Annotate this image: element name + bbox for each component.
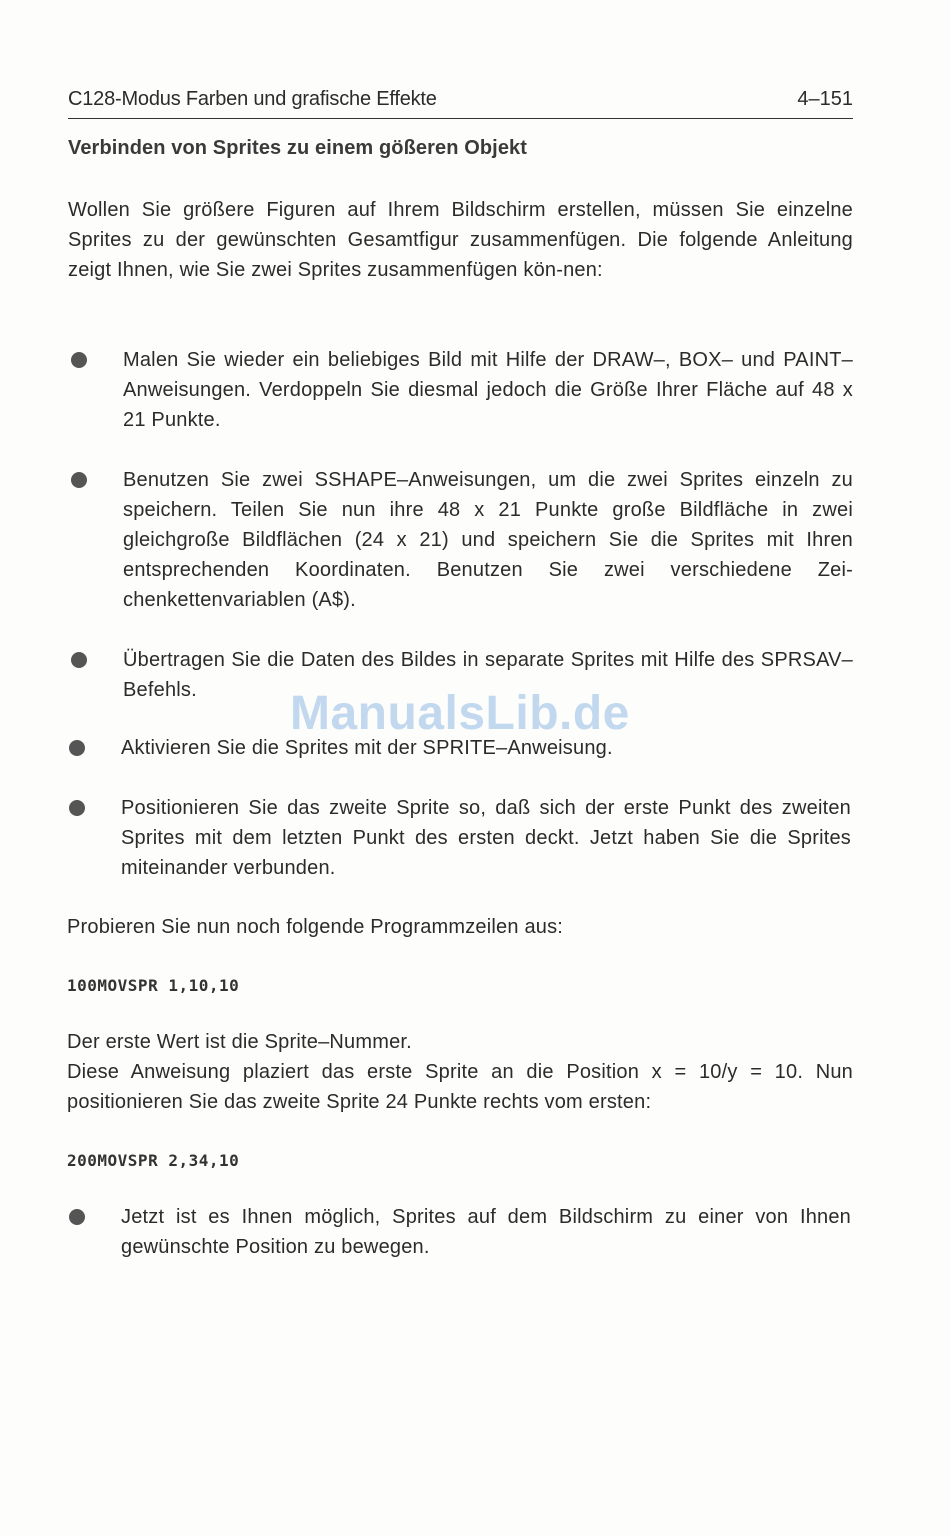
bullet-text-5: Positionieren Sie das zweite Sprite so, daß sich der erste Punkt des zweiten Sprites mit dem letzten Punkt des ersten deckt. Jetzt haben Sie die Sprites miteinander verbunden. xyxy=(121,797,851,879)
bullet-text-2: Benutzen Sie zwei SSHAPE–Anweisungen, um die zwei Sprites einzeln zu speichern. Teilen Sie nun ihre 48 x 21 Punkte große Bildfläche in zwei gleichgroße Bildflächen (24 x 21) und speichern Sie die Sprites mit Ihren entsprechenden Koordinaten. Benutzen Sie zwei verschiedene Zei-chenkettenvariablen (A$). xyxy=(123,469,853,611)
bullet-dot xyxy=(71,472,87,488)
final-bullet-text: Jetzt ist es Ihnen möglich, Sprites auf dem Bildschirm zu einer von Ihnen gewünschte Position zu bewegen. xyxy=(121,1206,851,1258)
watermark-logo: ManualsLib.de xyxy=(290,687,630,740)
intro-paragraph: Wollen Sie größere Figuren auf Ihrem Bildschirm erstellen, müssen Sie einzelne Sprites zu der gewünschten Gesamtfigur zusammenfügen. Die folgende Anleitung zeigt Ihnen, wie Sie zwei Sprites zusammenfügen kön-nen: xyxy=(68,199,853,281)
bullet-dot xyxy=(71,652,87,668)
bullet-text-4: Aktivieren Sie die Sprites mit der SPRITE–Anweisung. xyxy=(121,737,613,759)
section-title: Verbinden von Sprites zu einem gößeren Objekt xyxy=(68,137,528,159)
header-title: C128-Modus Farben und grafische Effekte xyxy=(68,88,437,110)
code-line-1: 100MOVSPR 1,10,10 xyxy=(67,976,240,995)
bullet-dot xyxy=(69,740,85,756)
bullet-dot xyxy=(69,800,85,816)
bullet-dot xyxy=(71,352,87,368)
bullet-dot xyxy=(69,1209,85,1225)
bullet-text-1: Malen Sie wieder ein beliebiges Bild mit Hilfe der DRAW–, BOX– und PAINT–Anweisungen. Verdoppeln Sie diesmal jedoch die Größe Ihrer Fläche auf 48 x 21 Punkte. xyxy=(123,349,853,431)
bullet-text-3: Übertragen Sie die Daten des Bildes in separate Sprites mit Hilfe des SPRSAV–Befehls. xyxy=(123,649,853,701)
try-paragraph: Probieren Sie nun noch folgende Programmzeilen aus: xyxy=(67,916,564,938)
page-header xyxy=(68,86,853,119)
code-line-2: 200MOVSPR 2,34,10 xyxy=(67,1151,240,1170)
page-number: 4–151 xyxy=(797,88,853,110)
explain-paragraph: Der erste Wert ist die Sprite–Nummer. Diese Anweisung plaziert das erste Sprite an die Position x = 10/y = 10. Nun positionieren Sie das zweite Sprite 24 Punkte rechts vom ersten: xyxy=(67,1031,853,1113)
